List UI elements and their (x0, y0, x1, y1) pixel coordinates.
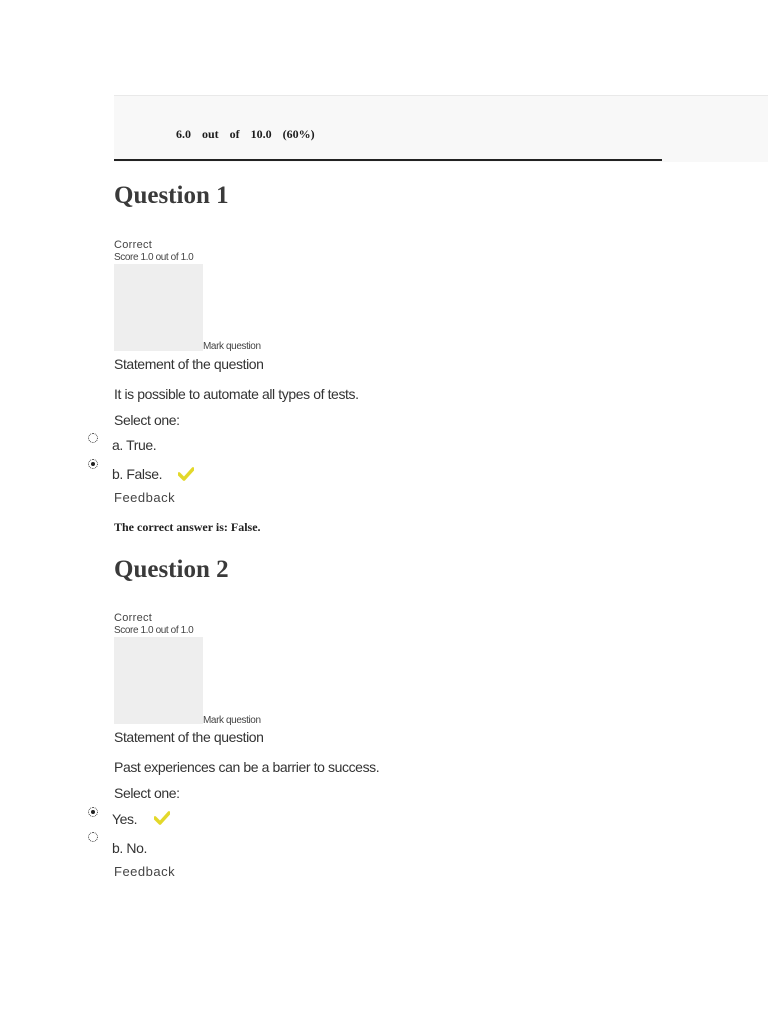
question-1-flag-image[interactable] (114, 264, 203, 351)
question-2-option-a-radio[interactable] (88, 807, 98, 817)
question-1-state: Correct (114, 239, 153, 251)
question-1-flag-label[interactable]: Mark question (203, 341, 261, 352)
question-1-option-a-radio[interactable] (88, 433, 98, 443)
grade-percent: (60%) (282, 127, 315, 141)
question-2-heading: Question 2 (114, 556, 229, 583)
question-2-flag-label[interactable]: Mark question (203, 715, 261, 726)
grade-of-word: of (229, 127, 240, 141)
question-2-statement-label: Statement of the question (114, 729, 264, 745)
question-2-option-b-label[interactable]: b. No. (112, 840, 147, 856)
question-1-prompt: Select one: (114, 412, 180, 428)
question-1-heading: Question 1 (114, 182, 229, 209)
question-2-flag-image[interactable] (114, 637, 203, 724)
grade-max: 10.0 (250, 127, 272, 141)
summary-divider (114, 159, 662, 161)
question-2-feedback-label: Feedback (114, 864, 176, 879)
checkmark-icon (178, 467, 194, 481)
question-1-option-b-radio[interactable] (88, 459, 98, 469)
grade-value: 6.0 (176, 127, 191, 141)
question-2-prompt: Select one: (114, 785, 180, 801)
checkmark-icon (154, 811, 170, 825)
question-1-option-b-label[interactable]: b. False. (112, 466, 163, 482)
question-2-text: Past experiences can be a barrier to success. (114, 759, 380, 775)
grade-summary (176, 127, 315, 142)
question-2-grade: Score 1.0 out of 1.0 (114, 625, 194, 636)
question-2-option-b-radio[interactable] (88, 832, 98, 842)
question-1-option-a-label[interactable]: a. True. (112, 437, 157, 453)
question-1-right-answer: The correct answer is: False. (114, 520, 261, 534)
question-2-option-a-label[interactable]: Yes. (112, 811, 138, 827)
question-1-grade: Score 1.0 out of 1.0 (114, 252, 194, 263)
question-2-state: Correct (114, 612, 153, 624)
question-1-text: It is possible to automate all types of tests. (114, 386, 359, 402)
question-1-feedback-label: Feedback (114, 490, 176, 505)
grade-out-word: out (202, 127, 219, 141)
question-1-statement-label: Statement of the question (114, 356, 264, 372)
